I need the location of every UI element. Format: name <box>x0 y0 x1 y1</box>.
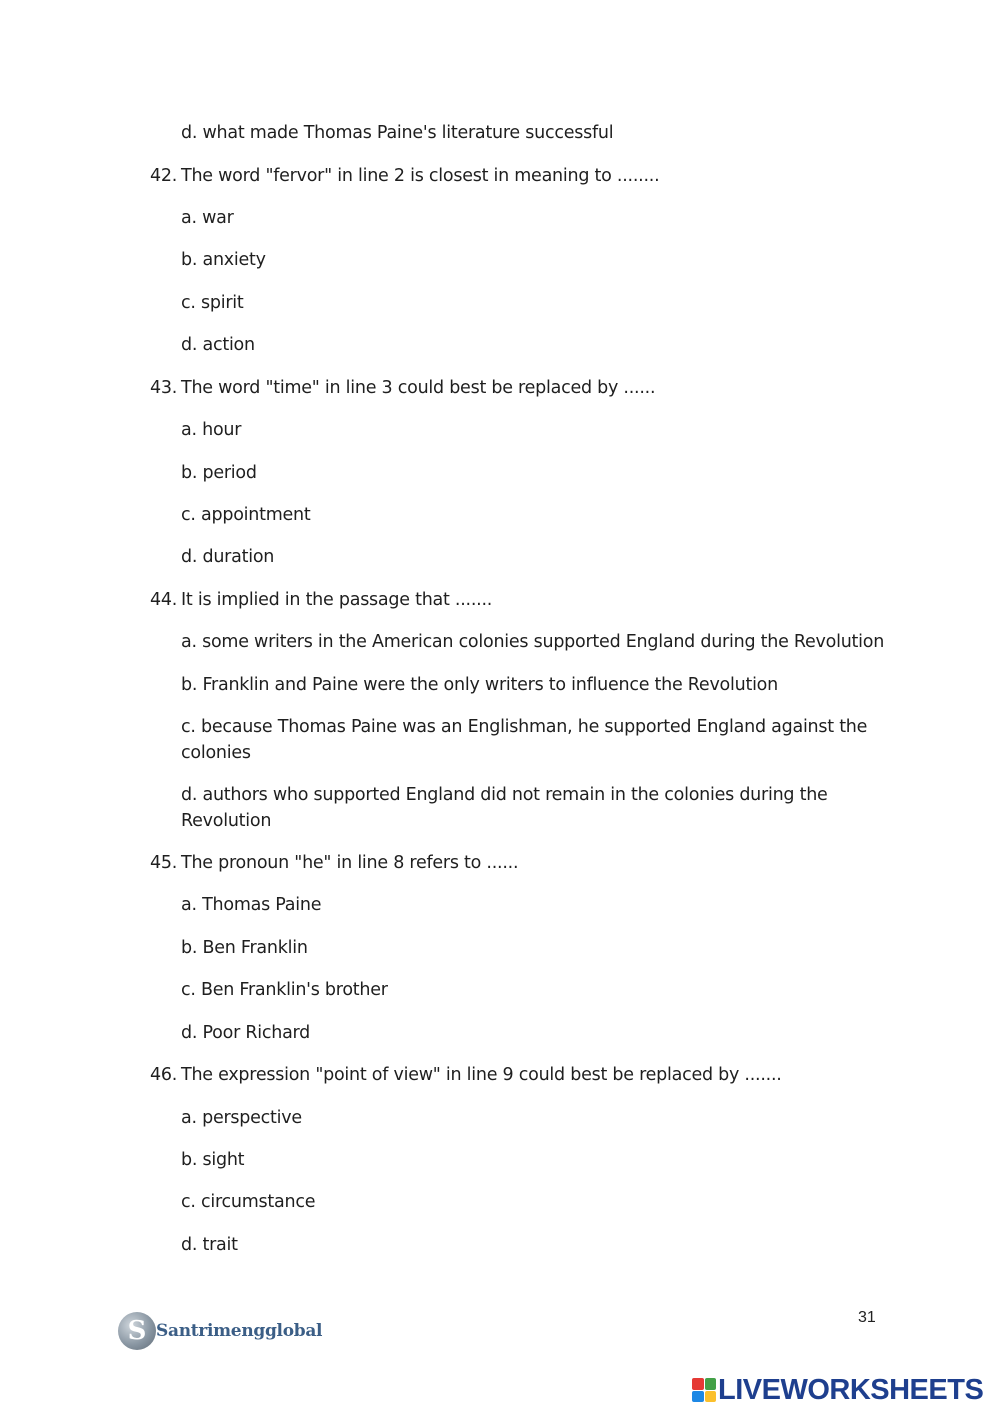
logo-square-i <box>705 1378 717 1390</box>
option-44-c: c. because Thomas Paine was an Englishman, he supported England against the colonies <box>181 717 868 763</box>
liveworksheets-logo-icon <box>692 1378 716 1402</box>
question-text: The pronoun "he" in line 8 refers to ...... <box>181 853 519 873</box>
brand-name: Santrimengglobal <box>156 1321 323 1341</box>
option-42-c: c. spirit <box>181 293 244 313</box>
option-44-a: a. some writers in the American colonies supported England during the Revolution <box>181 632 885 652</box>
logo-square-e <box>705 1391 717 1403</box>
option-46-a: a. perspective <box>181 1108 302 1128</box>
option-41-d: d. what made Thomas Paine's literature successful <box>181 123 614 143</box>
option-42-b: b. anxiety <box>181 250 266 270</box>
question-43 <box>150 375 655 401</box>
option-44-d: d. authors who supported England did not remain in the colonies during the Revolution <box>181 785 828 831</box>
option-43-d: d. duration <box>181 547 275 567</box>
question-number: 45. <box>150 853 178 873</box>
option-43-a: a. hour <box>181 420 242 440</box>
santrimengglobal-logo <box>118 1312 338 1354</box>
question-number: 46. <box>150 1065 178 1085</box>
option-42-a: a. war <box>181 208 234 228</box>
question-text: It is implied in the passage that ....... <box>181 590 493 610</box>
question-text: The expression "point of view" in line 9 could best be replaced by ....... <box>181 1065 782 1085</box>
option-44-b: b. Franklin and Paine were the only writers to influence the Revolution <box>181 675 778 695</box>
watermark-text: LIVEWORKSHEETS <box>718 1374 984 1406</box>
logo-square-v <box>692 1391 704 1403</box>
question-number: 44. <box>150 590 178 610</box>
option-46-b: b. sight <box>181 1150 245 1170</box>
option-45-c: c. Ben Franklin's brother <box>181 980 388 1000</box>
option-46-c: c. circumstance <box>181 1192 316 1212</box>
option-45-b: b. Ben Franklin <box>181 938 308 958</box>
option-43-b: b. period <box>181 463 257 483</box>
logo-square-l <box>692 1378 704 1390</box>
question-46 <box>150 1062 782 1088</box>
page-number: 31 <box>858 1309 876 1326</box>
question-45 <box>150 850 518 876</box>
brand-initial: S <box>127 1316 147 1346</box>
option-46-d: d. trait <box>181 1235 238 1255</box>
question-text: The word "fervor" in line 2 is closest in meaning to ........ <box>181 166 660 186</box>
question-44 <box>150 587 492 613</box>
question-42 <box>150 163 659 189</box>
option-43-c: c. appointment <box>181 505 311 525</box>
question-text: The word "time" in line 3 could best be replaced by ...... <box>181 378 656 398</box>
option-42-d: d. action <box>181 335 255 355</box>
option-45-a: a. Thomas Paine <box>181 895 322 915</box>
option-45-d: d. Poor Richard <box>181 1023 311 1043</box>
question-number: 42. <box>150 166 178 186</box>
question-number: 43. <box>150 378 178 398</box>
